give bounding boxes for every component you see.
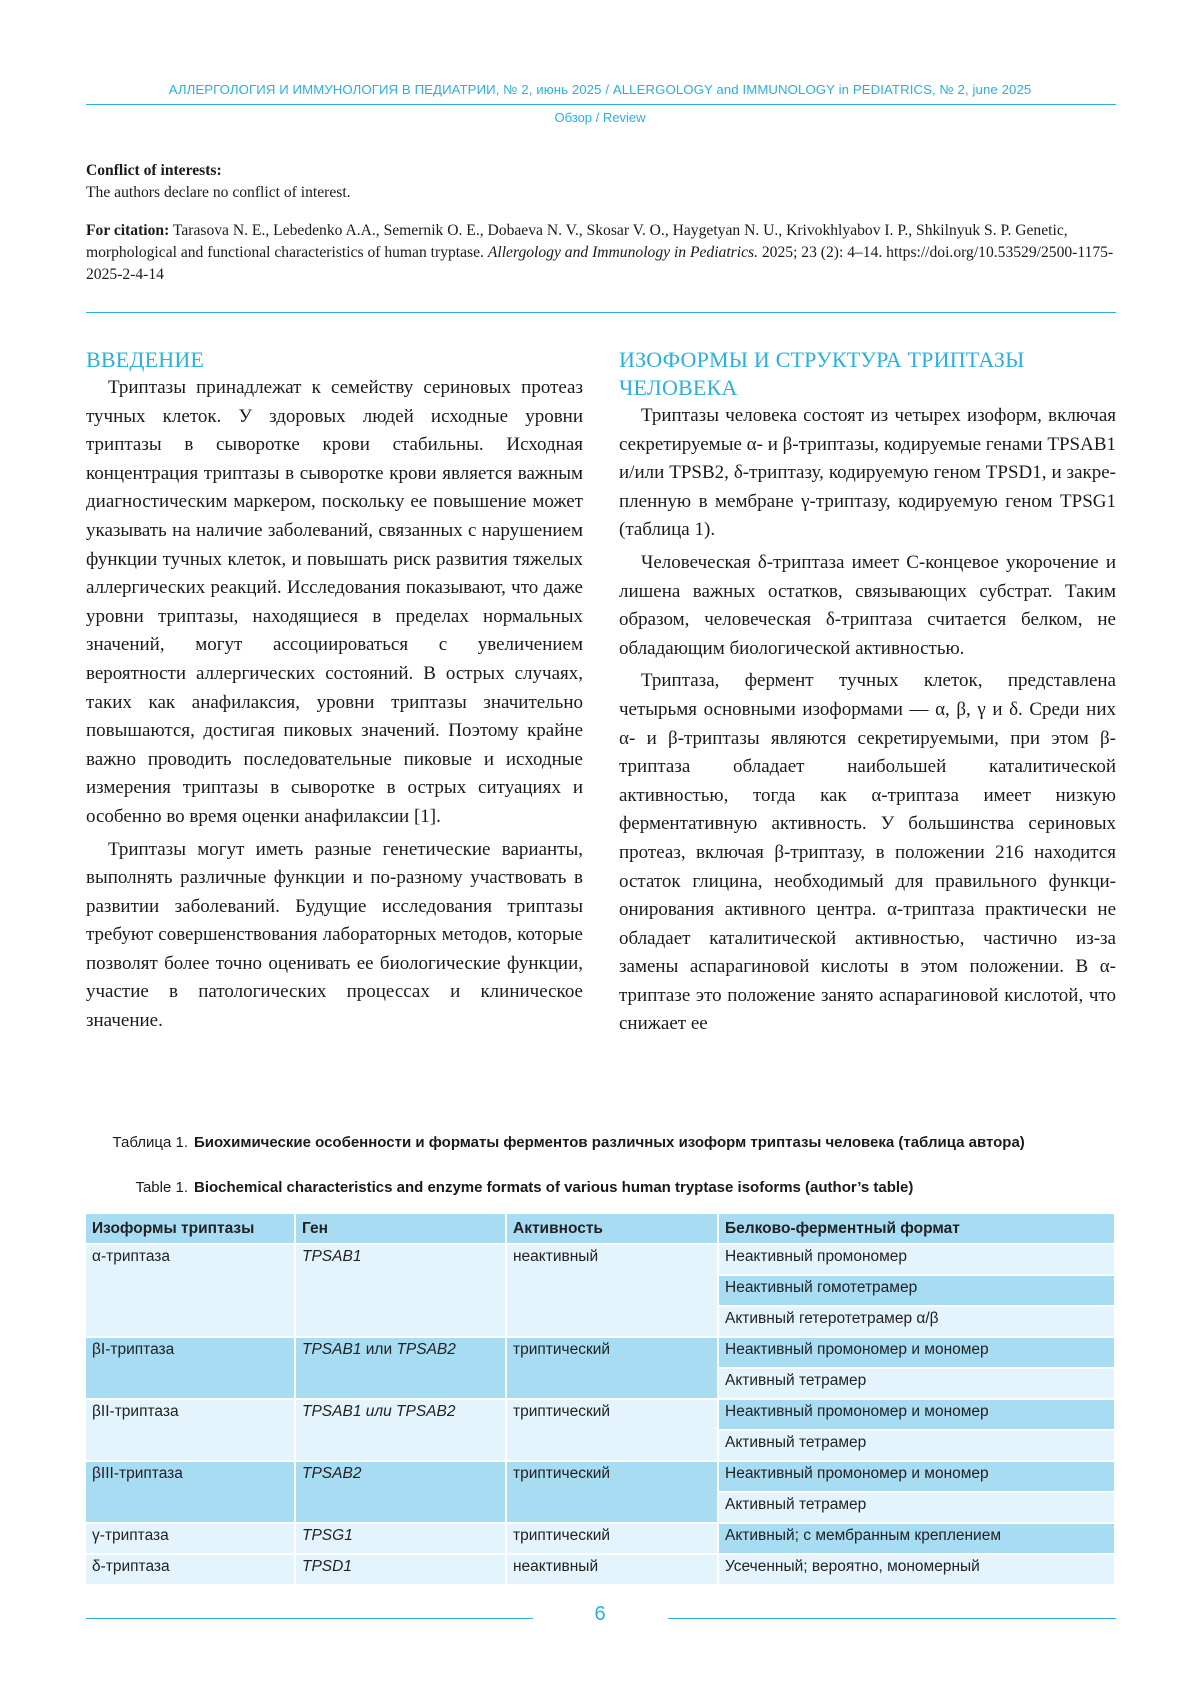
intro-paragraph-1: Триптазы принадлежат к семейству сериновых протеаз тучных клеток. У здоровых людей исходные уровни триптазы в сыворотке крови стабильны. Исходная концентрация триптазы в сыворотке крови является важным диагностическим маркером, поскольку ее повышение может указывать на наличие заболеваний, связанных с нарушением функции тучных клеток, и повышать риск развития тяжелых аллергических реакций. Исследования показывают, что даже уровни триптазы, находящиеся в пределах нормальных значений, могут ассоциироваться с увеличением вероятности аллергических состояний. В острых случаях, таких как анафилаксия, уровни триптазы значительно повышаются, достигая пиковых значений. Поэтому крайне важно проводить последовательные пиковые и исходные измерения триптазы в сыворотке в острых ситуациях и особенно во время оценки анафилаксии [1]. <box>86 377 583 827</box>
table-caption-ru-text: Биохимические особенности и форматы ферментов различных изоформ триптазы человека (таблица автора) <box>194 1134 1025 1151</box>
gene-name: TPSAB2 <box>396 1341 456 1358</box>
isoform-cell: βIII-триптаза <box>86 1461 295 1523</box>
gene-cell: TPSAB2 <box>295 1461 506 1523</box>
journal-header: АЛЛЕРГОЛОГИЯ И ИММУНОЛОГИЯ В ПЕДИАТРИИ, № 2, июнь 2025 / ALLERGOLOGY and IMMUNOLOGY in PEDIATRICS, № 2, june 2025 <box>168 82 1032 97</box>
right-column <box>619 346 1116 1039</box>
format-cell: Активный тетрамер <box>718 1430 1115 1461</box>
activity-cell: неактивный <box>506 1554 718 1585</box>
isoform-cell: βII-триптаза <box>86 1399 295 1461</box>
table-header-cell: Ген <box>295 1214 506 1244</box>
table-row <box>86 1461 1115 1492</box>
table-row <box>86 1244 1115 1275</box>
page-number: 6 <box>594 1603 606 1625</box>
table-caption-ru <box>86 1133 1116 1152</box>
citation-text: Tarasova N. E., Lebedenko A.A., Semernik O. E., Dobaeva N. V., Skosar V. O., Haygetyan N. U., Krivokhlyabov I. P., Shkilnyuk S. P. Genetic, morphological and functional characteristics of human tryptase. <box>86 222 1068 261</box>
format-cell: Неактивный промономер и мономер <box>718 1399 1115 1430</box>
table-header-cell: Белково-ферментный формат <box>718 1214 1115 1244</box>
table-header-cell: Изоформы триптазы <box>86 1214 295 1244</box>
isoforms-paragraph-3: Триптаза, фермент тучных клеток, представлена четырьмя основными изоформами — α, β, γ и δ. Среди них α- и β-триптазы являются секретируемыми, при этом β-триптаза обладает наибольшей каталитической активностью, тогда как α-триптаза имеет низкую ферментативную активность. У большинства сериновых протеаз, включая β-триптазу, в положении 216 находится остаток глицина, необходимый для правильного функционирования активного центра. α-триптаза практически не обладает каталитической активностью, частично из-за замены аспарагиновой кислоты в этом положении. В α-триптазе это положение занято аспарагиновой кислотой, что снижает ее <box>619 670 1116 1035</box>
format-cell: Активный гетеротетрамер α/β <box>718 1306 1115 1337</box>
isoform-cell: δ-триптаза <box>86 1554 295 1585</box>
table-caption-en <box>86 1178 1116 1197</box>
table-caption-en-label: Table 1. <box>135 1179 188 1196</box>
citation-journal: Allergology and Immunology in Pediatrics. <box>487 244 758 261</box>
isoform-cell: γ-триптаза <box>86 1523 295 1554</box>
table-row <box>86 1554 1115 1585</box>
activity-cell: триптический <box>506 1399 718 1461</box>
gene-name: TPSAB1 <box>302 1341 362 1358</box>
format-cell: Неактивный промономер <box>718 1244 1115 1275</box>
citation-doi: 2025; 23 (2): 4–14. https://doi.org/10.53529/2500-1175-2025-2-4-14 <box>86 244 1114 283</box>
activity-cell: триптический <box>506 1523 718 1554</box>
conflict-block <box>86 160 1116 204</box>
intro-heading: ВВЕДЕНИЕ <box>86 347 205 372</box>
format-cell: Активный; с мембранным креплением <box>718 1523 1115 1554</box>
format-cell: Активный тетрамер <box>718 1368 1115 1399</box>
isoforms-heading: ИЗОФОРМЫ И СТРУКТУРА ТРИПТАЗЫ ЧЕЛОВЕКА <box>619 347 1025 400</box>
conflict-text: The authors declare no conflict of interest. <box>86 184 351 201</box>
format-cell: Активный тетрамер <box>718 1492 1115 1523</box>
footer-rule-right <box>668 1618 1116 1619</box>
left-column <box>86 346 583 1036</box>
isoforms-paragraph-1: Триптазы человека состоят из четырех изоформ, включая секретируемые α- и β-триптазы, кодируемые генами TPSAB1 и/или TPSB2, δ-триптазу, кодируемую геном TPSD1, и закрепленную в мембране γ-триптазу, кодируемую геном TPSG1 (таблица 1). <box>619 405 1116 541</box>
isoform-cell: α-триптаза <box>86 1244 295 1337</box>
gene-cell: TPSAB1 <box>295 1244 506 1337</box>
citation-label: For citation: <box>86 222 170 239</box>
table-row <box>86 1337 1115 1368</box>
isoform-cell: βI-триптаза <box>86 1337 295 1399</box>
format-cell: Неактивный промономер и мономер <box>718 1337 1115 1368</box>
table-caption-ru-label: Таблица 1. <box>112 1134 188 1151</box>
isoforms-table <box>86 1214 1116 1586</box>
gene-cell: TPSD1 <box>295 1554 506 1585</box>
gene-cell <box>295 1337 506 1399</box>
table-header-row <box>86 1214 1115 1244</box>
format-cell: Неактивный промономер и мономер <box>718 1461 1115 1492</box>
citation-block <box>86 220 1116 286</box>
format-cell: Усеченный; вероятно, мономерный <box>718 1554 1115 1585</box>
intro-paragraph-2: Триптазы могут иметь разные генетические варианты, выполнять различные функции и по-разному участвовать в развитии заболеваний. Будущие исследования триптазы требуют совершенствования лабораторных методов, которые позволят более точно оценивать ее биологические функции, участие в патологических процессах и клиническое значение. <box>86 838 583 1032</box>
isoforms-paragraph-2: Человеческая δ-триптаза имеет С-концевое укорочение и лишена важных остатков, связывающих субстрат. Таким образом, человеческая δ-триптаза считается белком, не обладающим биологической активностью. <box>619 551 1116 659</box>
conflict-title: Conflict of interests: <box>86 162 222 179</box>
gene-cell: TPSAB1 или TPSAB2 <box>295 1399 506 1461</box>
activity-cell: неактивный <box>506 1244 718 1337</box>
section-label: Обзор / Review <box>554 110 646 125</box>
table-caption-en-text: Biochemical characteristics and enzyme formats of various human tryptase isoforms (author’s table) <box>194 1179 914 1196</box>
table-row <box>86 1523 1115 1554</box>
format-cell: Неактивный гомотетрамер <box>718 1275 1115 1306</box>
activity-cell: триптический <box>506 1337 718 1399</box>
gene-separator: или <box>361 1341 397 1358</box>
activity-cell: триптический <box>506 1461 718 1523</box>
table-row <box>86 1399 1115 1430</box>
table-header-cell: Активность <box>506 1214 718 1244</box>
header-rule <box>86 104 1116 105</box>
section-rule <box>86 312 1116 313</box>
gene-cell: TPSG1 <box>295 1523 506 1554</box>
